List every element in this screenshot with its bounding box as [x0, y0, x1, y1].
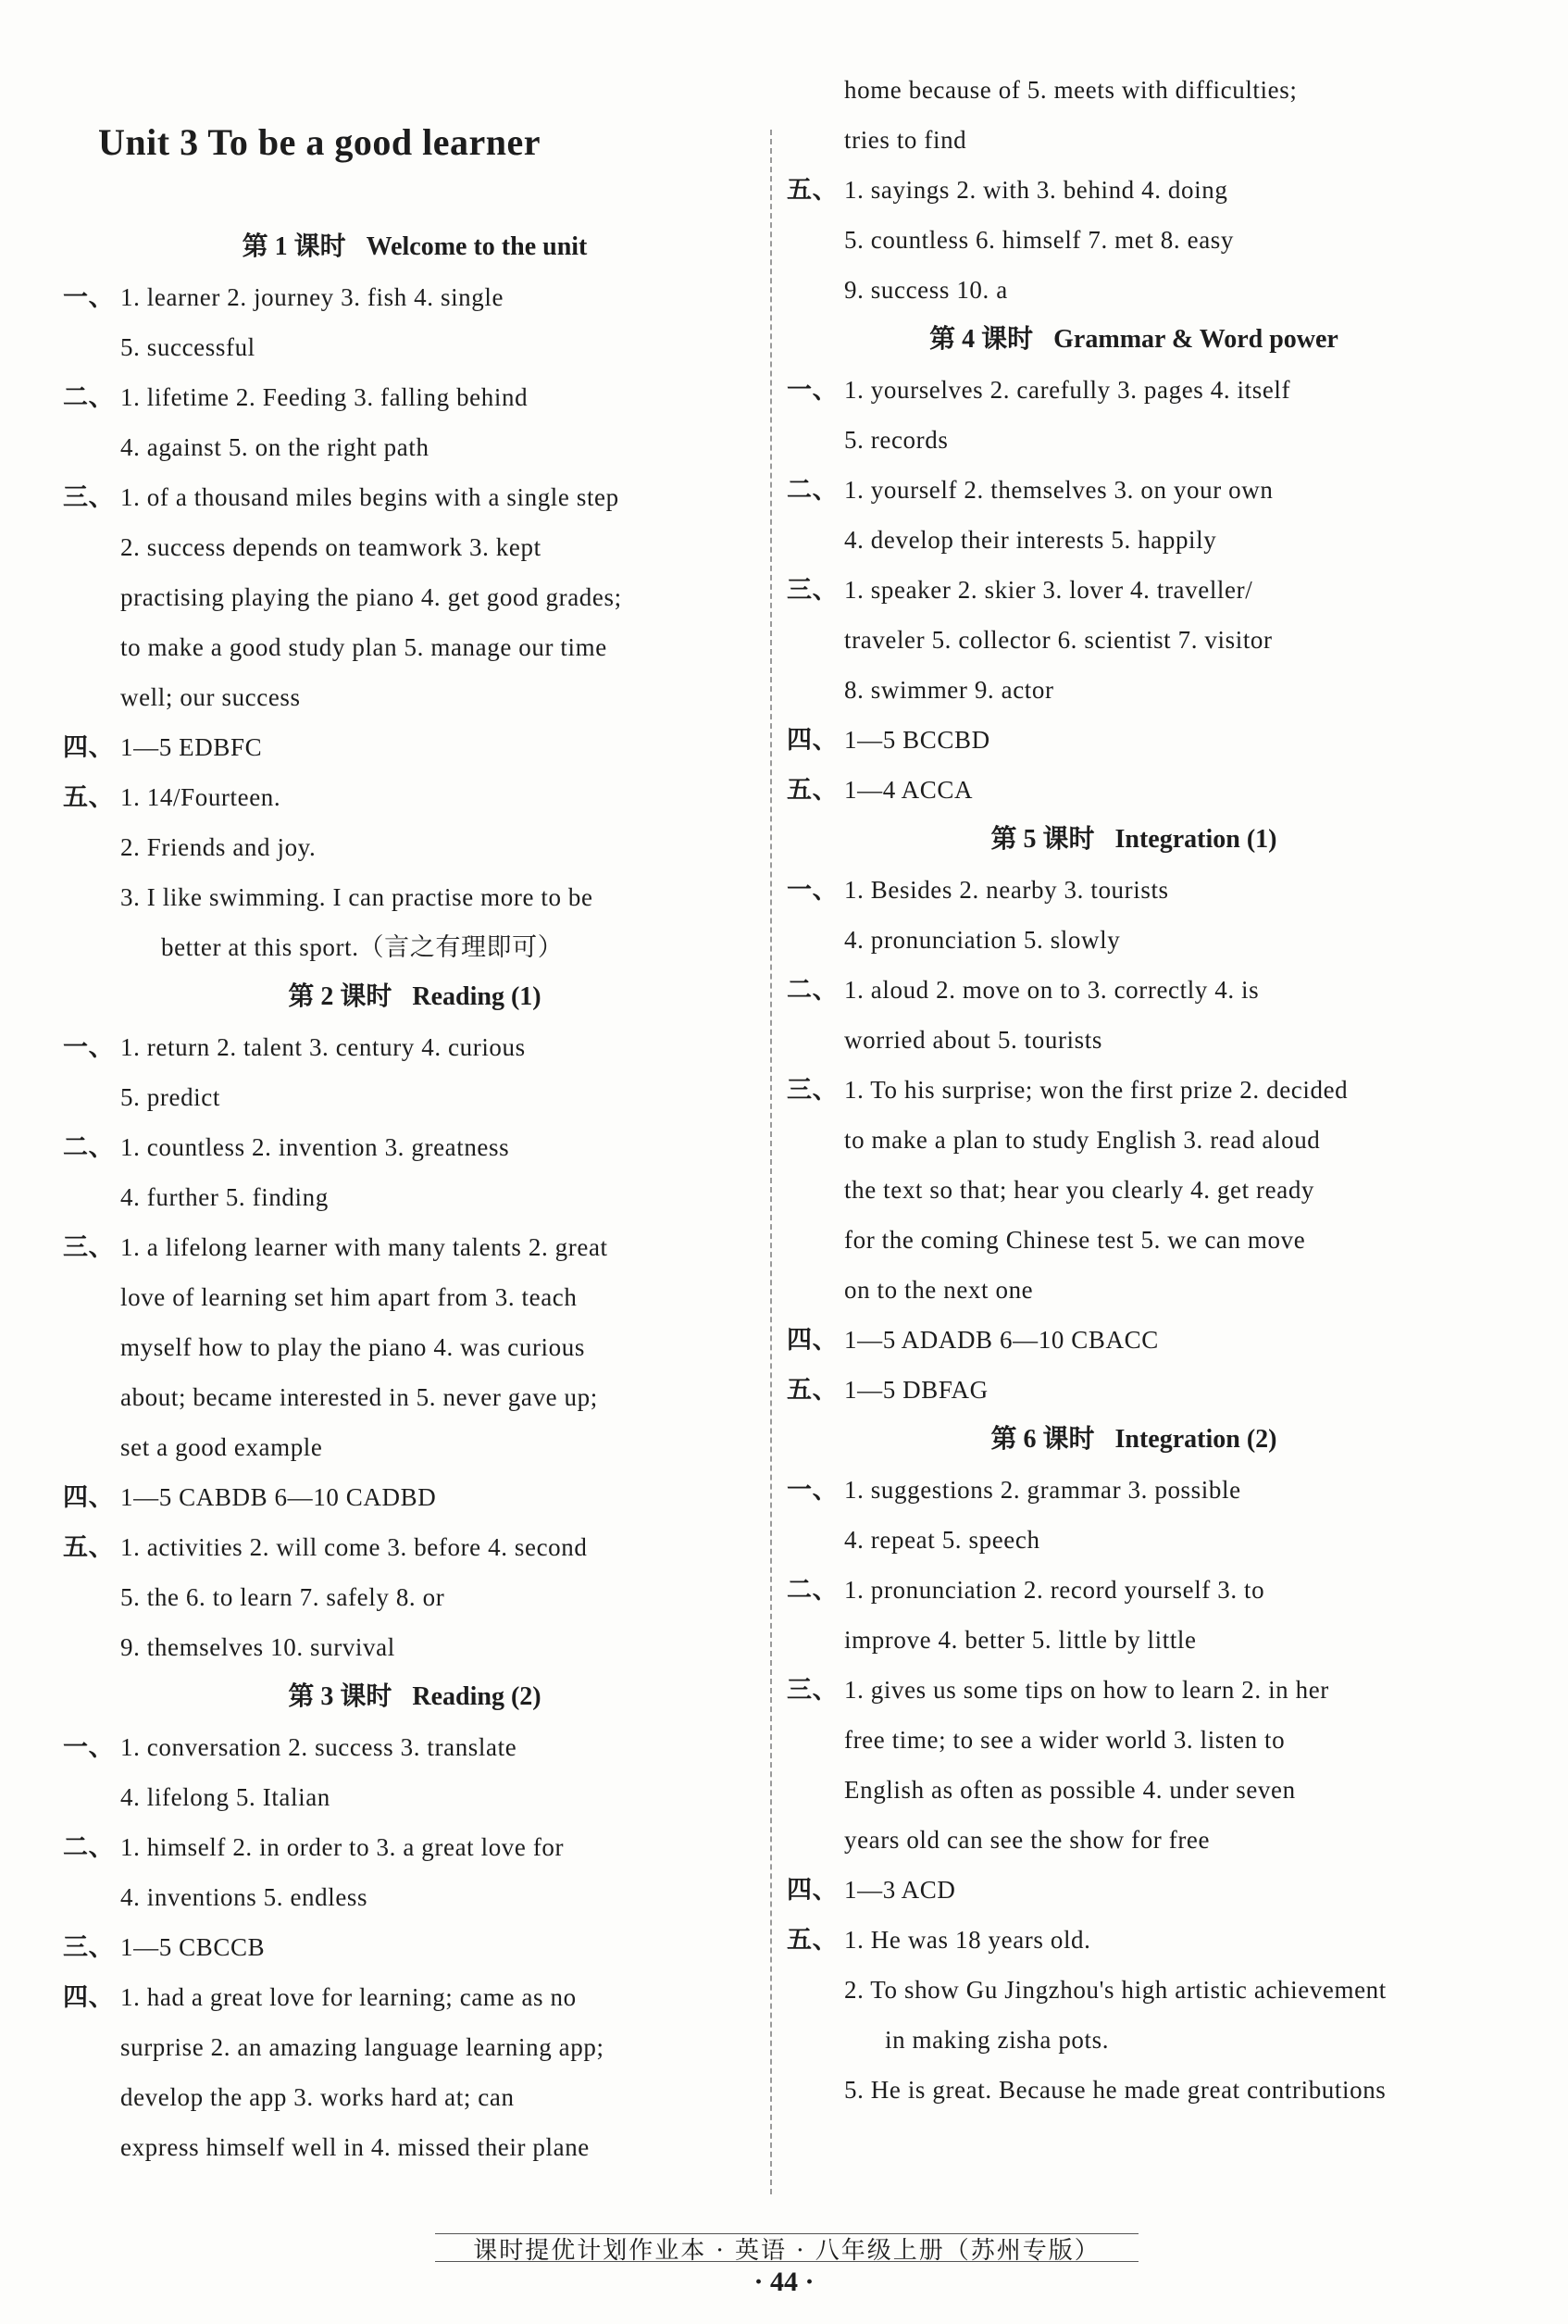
section-label: 一、: [63, 1033, 115, 1061]
answer-line: [63, 1522, 766, 1572]
answer-text: 1—5 CBCCB: [120, 1933, 266, 1961]
answer-text: 1. of a thousand miles begins with a single step: [120, 483, 619, 511]
answer-text: 5. successful: [120, 333, 255, 361]
answer-line: [63, 1172, 766, 1222]
lesson-number: 第 5 课时: [990, 825, 1095, 854]
answer-text: well; our success: [120, 683, 301, 711]
answer-text: 9. themselves 10. survival: [120, 1633, 395, 1661]
answer-line: [787, 1565, 1481, 1615]
answer-text: express himself well in 4. missed their plane: [120, 2133, 590, 2161]
answer-line: [63, 272, 766, 322]
answer-line: [63, 1272, 766, 1322]
answer-line: [63, 622, 766, 672]
answer-text: 1. pronunciation 2. record yourself 3. to: [844, 1576, 1265, 1604]
answer-text: 5. records: [844, 426, 949, 454]
section-label: 三、: [787, 1676, 839, 1704]
answer-line: [63, 1322, 766, 1372]
answer-text: 1. suggestions 2. grammar 3. possible: [844, 1476, 1241, 1504]
answer-text: 1. a lifelong learner with many talents 2. great: [120, 1233, 608, 1261]
answer-text: tries to find: [844, 126, 967, 154]
answer-line: [787, 1315, 1481, 1365]
lesson-number: 第 1 课时: [242, 232, 346, 261]
footer-text: 课时提优计划作业本 · 英语 · 八年级上册（苏州专版）: [473, 2237, 1101, 2265]
answer-line: [63, 822, 766, 872]
lesson-name: Welcome to the unit: [366, 232, 588, 261]
answer-text: 8. swimmer 9. actor: [844, 676, 1054, 704]
answer-text: 4. lifelong 5. Italian: [120, 1783, 330, 1811]
answer-line: [63, 1022, 766, 1072]
answer-line: [787, 1515, 1481, 1565]
answer-text: worried about 5. tourists: [844, 1026, 1102, 1054]
answer-text: 1—5 CABDB 6—10 CADBD: [120, 1483, 437, 1511]
answer-line: [787, 1765, 1481, 1815]
answer-text: 1—5 DBFAG: [844, 1376, 989, 1404]
answer-line: [787, 1065, 1481, 1115]
answer-line: [787, 1965, 1481, 2015]
answer-line: [63, 422, 766, 472]
lesson-number: 第 6 课时: [990, 1425, 1095, 1454]
section-label: 四、: [787, 1326, 839, 1354]
answer-line: [787, 465, 1481, 515]
answer-line: [787, 1165, 1481, 1215]
answer-line: [63, 2022, 766, 2072]
answer-text: 1. Besides 2. nearby 3. tourists: [844, 876, 1169, 904]
answer-text: love of learning set him apart from 3. teach: [120, 1283, 578, 1311]
section-label: 三、: [63, 1233, 115, 1261]
answer-text: 1. countless 2. invention 3. greatness: [120, 1133, 510, 1161]
answer-line: [63, 1572, 766, 1622]
answer-text: English as often as possible 4. under seven: [844, 1776, 1296, 1804]
answer-line: [63, 372, 766, 422]
answer-line: [63, 1422, 766, 1472]
answer-text: 1. gives us some tips on how to learn 2. in her: [844, 1676, 1329, 1704]
section-label: 四、: [787, 1876, 839, 1904]
answer-text: 4. repeat 5. speech: [844, 1526, 1040, 1554]
answer-line: [63, 472, 766, 522]
lesson-heading: [787, 315, 1481, 365]
answer-line: [787, 265, 1481, 315]
answer-text: 2. To show Gu Jingzhou's high artistic achievement: [844, 1976, 1387, 2004]
answer-text: for the coming Chinese test 5. we can move: [844, 1226, 1306, 1254]
answer-line: [63, 872, 766, 922]
answer-text: myself how to play the piano 4. was curious: [120, 1333, 585, 1361]
section-label: 二、: [63, 1133, 115, 1161]
section-label: 二、: [63, 1833, 115, 1861]
footer-rule-bottom: [435, 2261, 1139, 2262]
answer-text: 1—5 BCCBD: [844, 726, 990, 754]
answer-line: [787, 615, 1481, 665]
answer-line: [787, 1015, 1481, 1065]
answer-line: [63, 672, 766, 722]
answer-line: [787, 1465, 1481, 1515]
section-label: 三、: [787, 1076, 839, 1104]
answer-text: 9. success 10. a: [844, 276, 1008, 304]
section-label: 一、: [63, 1733, 115, 1761]
section-label: 五、: [787, 176, 839, 204]
answer-line: [787, 865, 1481, 915]
answer-line: [63, 1922, 766, 1972]
answer-line: [787, 1715, 1481, 1765]
answer-line: [63, 1722, 766, 1772]
section-label: 五、: [787, 1376, 839, 1404]
answer-text: 5. predict: [120, 1083, 220, 1111]
lesson-name: Reading (1): [412, 982, 541, 1011]
answer-line: [63, 322, 766, 372]
answer-line: [63, 1972, 766, 2022]
answer-line: [787, 2065, 1481, 2115]
section-label: 三、: [63, 483, 115, 511]
answer-text: 1. activities 2. will come 3. before 4. second: [120, 1533, 588, 1561]
answer-line: [63, 772, 766, 822]
answer-text: 3. I like swimming. I can practise more to be: [120, 883, 593, 911]
answer-line: [787, 1915, 1481, 1965]
lesson-heading: [787, 1415, 1481, 1465]
answer-text: on to the next one: [844, 1276, 1034, 1304]
answer-line: [787, 1215, 1481, 1265]
section-label: 五、: [63, 783, 115, 811]
lesson-number: 第 3 课时: [288, 1682, 392, 1711]
section-label: 四、: [787, 726, 839, 754]
left-column: [63, 222, 766, 2172]
lesson-number: 第 2 课时: [288, 982, 392, 1011]
answer-line: [63, 922, 766, 972]
answer-line: [787, 165, 1481, 215]
answer-text: set a good example: [120, 1433, 323, 1461]
answer-text: 1—5 EDBFC: [120, 733, 263, 761]
answer-text: 1. himself 2. in order to 3. a great love for: [120, 1833, 565, 1861]
answer-text: 4. inventions 5. endless: [120, 1883, 368, 1911]
section-label: 四、: [63, 1483, 115, 1511]
column-divider: [770, 130, 772, 2194]
answer-line: [787, 1815, 1481, 1865]
answer-text: 1. He was 18 years old.: [844, 1926, 1091, 1954]
answer-text: develop the app 3. works hard at; can: [120, 2083, 515, 2111]
answer-line: [63, 1622, 766, 1672]
answer-text: free time; to see a wider world 3. listen to: [844, 1726, 1286, 1754]
answer-line: [63, 572, 766, 622]
section-label: 四、: [63, 1983, 115, 2011]
answer-text: 4. develop their interests 5. happily: [844, 526, 1217, 554]
answer-line: [787, 715, 1481, 765]
answer-text: 1—5 ADADB 6—10 CBACC: [844, 1326, 1159, 1354]
answer-text: 4. further 5. finding: [120, 1183, 329, 1211]
answer-text: traveler 5. collector 6. scientist 7. visitor: [844, 626, 1273, 654]
answer-line: [63, 1072, 766, 1122]
section-label: 一、: [787, 876, 839, 904]
section-label: 五、: [63, 1533, 115, 1561]
answer-text: 1. had a great love for learning; came as no: [120, 1983, 577, 2011]
answer-text: to make a plan to study English 3. read aloud: [844, 1126, 1321, 1154]
lesson-heading: [787, 815, 1481, 865]
answer-line: [787, 2015, 1481, 2065]
answer-text: 1. return 2. talent 3. century 4. curious: [120, 1033, 526, 1061]
answer-text: years old can see the show for free: [844, 1826, 1211, 1854]
answer-line: [787, 965, 1481, 1015]
answer-line: [63, 1222, 766, 1272]
answer-line: [63, 1872, 766, 1922]
answer-text: in making zisha pots.: [885, 2026, 1110, 2054]
answer-line: [787, 765, 1481, 815]
answer-text: 5. countless 6. himself 7. met 8. easy: [844, 226, 1234, 254]
answer-text: 2. Friends and joy.: [120, 833, 317, 861]
lesson-name: Reading (2): [412, 1682, 541, 1711]
answer-text: 1—3 ACD: [844, 1876, 956, 1904]
answer-line: [787, 1665, 1481, 1715]
answer-text: to make a good study plan 5. manage our time: [120, 633, 607, 661]
page-number: · 44 ·: [753, 2267, 815, 2297]
section-label: 三、: [63, 1933, 115, 1961]
answer-line: [787, 115, 1481, 165]
answer-text: 1. yourself 2. themselves 3. on your own: [844, 476, 1274, 504]
answer-text: the text so that; hear you clearly 4. get ready: [844, 1176, 1315, 1204]
answer-text: 5. the 6. to learn 7. safely 8. or: [120, 1583, 445, 1611]
answer-line: [63, 1772, 766, 1822]
lesson-heading: [63, 972, 766, 1022]
answer-line: [787, 665, 1481, 715]
answer-text: 4. pronunciation 5. slowly: [844, 926, 1121, 954]
lesson-number: 第 4 课时: [929, 325, 1034, 354]
answer-line: [787, 1265, 1481, 1315]
answer-line: [787, 1365, 1481, 1415]
answer-text: 1. conversation 2. success 3. translate: [120, 1733, 517, 1761]
answer-text: 1. yourselves 2. carefully 3. pages 4. itself: [844, 376, 1291, 404]
answer-line: [787, 915, 1481, 965]
answer-line: [787, 515, 1481, 565]
answer-text: better at this sport.（言之有理即可）: [161, 933, 564, 961]
answer-text: 5. He is great. Because he made great contributions: [844, 2076, 1387, 2104]
answer-text: practising playing the piano 4. get good grades;: [120, 583, 622, 611]
answer-text: 1. 14/Fourteen.: [120, 783, 281, 811]
answer-text: 1. lifetime 2. Feeding 3. falling behind: [120, 383, 529, 411]
answer-text: surprise 2. an amazing language learning app;: [120, 2033, 604, 2061]
answer-line: [63, 2122, 766, 2172]
answer-line: [63, 1372, 766, 1422]
section-label: 二、: [63, 383, 115, 411]
answer-text: 4. against 5. on the right path: [120, 433, 429, 461]
section-label: 五、: [787, 1926, 839, 1954]
answer-line: [787, 565, 1481, 615]
section-label: 五、: [787, 776, 839, 804]
answer-text: 1. speaker 2. skier 3. lover 4. traveller/: [844, 576, 1253, 604]
section-label: 二、: [787, 476, 839, 504]
answer-line: [787, 1115, 1481, 1165]
unit-title: Unit 3 To be a good learner: [98, 121, 541, 163]
answer-line: [63, 1472, 766, 1522]
section-label: 三、: [787, 576, 839, 604]
answer-line: [63, 722, 766, 772]
lesson-name: Integration (2): [1114, 1425, 1277, 1454]
lesson-heading: [63, 1672, 766, 1722]
answer-text: 1. To his surprise; won the first prize 2. decided: [844, 1076, 1349, 1104]
answer-text: 1. sayings 2. with 3. behind 4. doing: [844, 176, 1228, 204]
answer-line: [787, 65, 1481, 115]
answer-line: [787, 365, 1481, 415]
answer-text: 1—4 ACCA: [844, 776, 974, 804]
answer-line: [787, 1615, 1481, 1665]
answer-text: home because of 5. meets with difficulties;: [844, 76, 1298, 104]
answer-line: [63, 522, 766, 572]
section-label: 二、: [787, 976, 839, 1004]
section-label: 二、: [787, 1576, 839, 1604]
section-label: 一、: [787, 376, 839, 404]
lesson-name: Integration (1): [1114, 825, 1277, 854]
right-column: [787, 65, 1481, 2115]
answer-line: [63, 1822, 766, 1872]
section-label: 一、: [787, 1476, 839, 1504]
answer-line: [787, 1865, 1481, 1915]
answer-line: [63, 2072, 766, 2122]
section-label: 四、: [63, 733, 115, 761]
answer-line: [787, 215, 1481, 265]
answer-text: 2. success depends on teamwork 3. kept: [120, 533, 541, 561]
answer-line: [787, 415, 1481, 465]
answer-text: 1. aloud 2. move on to 3. correctly 4. is: [844, 976, 1260, 1004]
answer-line: [63, 1122, 766, 1172]
section-label: 一、: [63, 283, 115, 311]
answer-text: 1. learner 2. journey 3. fish 4. single: [120, 283, 504, 311]
lesson-heading: [63, 222, 766, 272]
answer-text: improve 4. better 5. little by little: [844, 1626, 1197, 1654]
answer-text: about; became interested in 5. never gave up;: [120, 1383, 598, 1411]
lesson-name: Grammar & Word power: [1053, 325, 1338, 354]
